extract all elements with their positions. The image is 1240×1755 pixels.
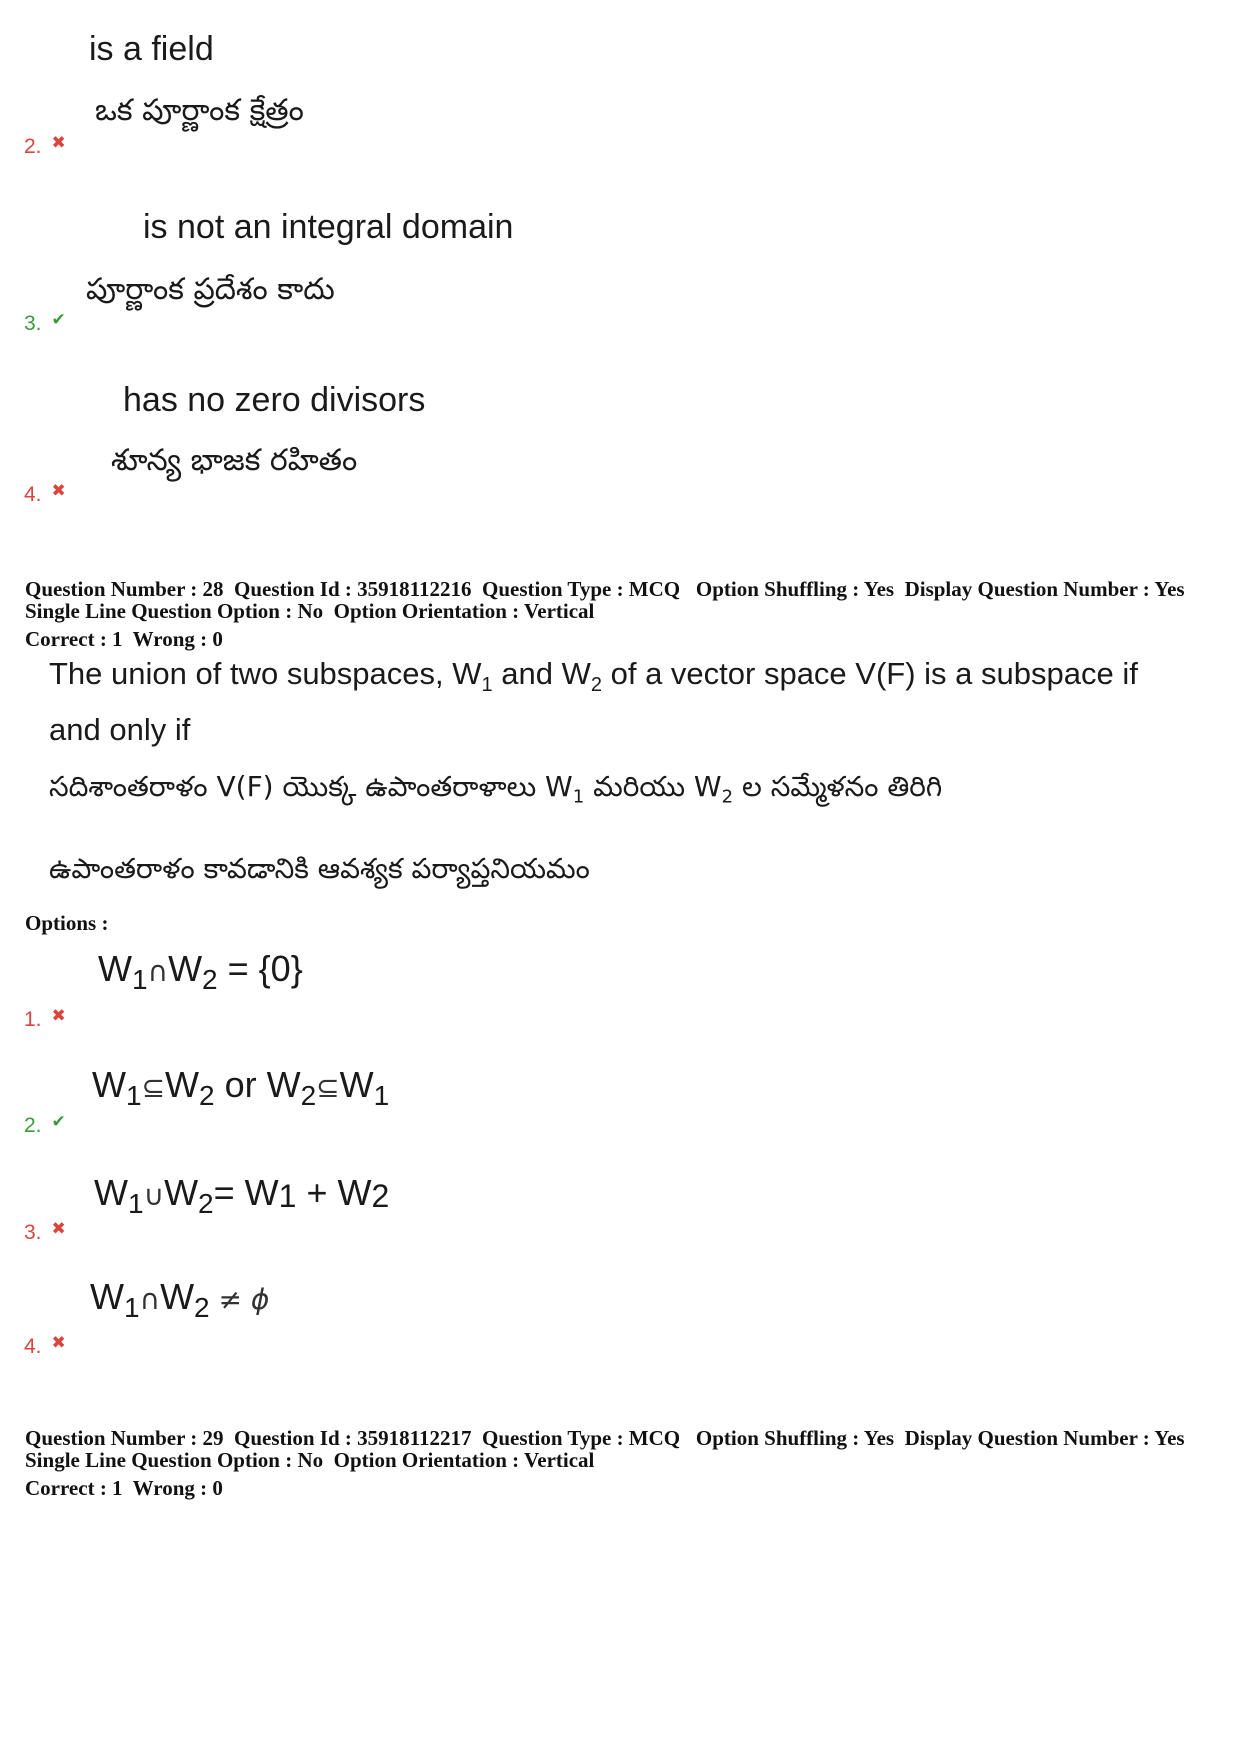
check-icon: ✔: [51, 310, 66, 330]
option-marker: [24, 1007, 66, 1032]
cross-icon: ✖: [51, 1333, 66, 1353]
option-marker: [24, 1220, 66, 1245]
option-number: 3.: [24, 312, 42, 335]
option-math: $W_1⊆W_2$ or $W_2⊆W_1$: [92, 1064, 390, 1111]
option-text-te: శూన్య భాజక రహితం: [111, 443, 358, 478]
option-marker: [24, 311, 66, 336]
option-number: 3.: [24, 1221, 42, 1244]
option-number: 4.: [24, 483, 42, 506]
option-number: 4.: [24, 1335, 42, 1358]
option-number: 2.: [24, 1114, 42, 1137]
options-label: Options :: [25, 911, 109, 935]
option-marker: [24, 134, 66, 159]
option-math: $W_1\cap W_2 \ne \phi$: [90, 1276, 270, 1323]
question-marks: Correct : 1 Wrong : 0: [25, 627, 223, 651]
option-math: $W_1\cup W_2= W_1 + W_2$: [94, 1172, 390, 1219]
question-meta-line1: Question Number : 28 Question Id : 35918112216 Question Type : MCQ Option Shuffling : Yes Display Question Number : Yes: [25, 577, 1185, 601]
option-text-en: is not an integral domain: [143, 208, 514, 246]
cross-icon: ✖: [51, 481, 66, 501]
question-meta-line1: Question Number : 29 Question Id : 35918112217 Question Type : MCQ Option Shuffling : Yes Display Question Number : Yes: [25, 1426, 1185, 1450]
cross-icon: ✖: [51, 1219, 66, 1239]
question-stem-en-line1: The union of two subspaces, $W_1$ and $W_2$ of a vector space V(F) is a subspace if: [49, 656, 1138, 697]
question-meta-line2: Single Line Question Option : No Option Orientation : Vertical: [25, 599, 595, 623]
cross-icon: ✖: [51, 1006, 66, 1026]
option-text-en: has no zero divisors: [123, 381, 426, 419]
question-marks: Correct : 1 Wrong : 0: [25, 1476, 223, 1500]
option-text-te: పూర్ణాంక ప్రదేశం కాదు: [86, 272, 335, 307]
option-marker: [24, 1334, 66, 1359]
check-icon: ✔: [51, 1112, 66, 1132]
option-marker: [24, 1113, 66, 1138]
option-text-en: is a field: [89, 30, 214, 68]
question-meta-line2: Single Line Question Option : No Option Orientation : Vertical: [25, 1448, 595, 1472]
option-number: 1.: [24, 1008, 42, 1031]
question-stem-te-line1: సదిశాంతరాళం V(F) యొక్క ఉపాంతరాళాలు $W_1$ మరియు $W_2$ ల సమ్మేళనం తిరిగి: [49, 770, 943, 808]
question-stem-te-line2: ఉపాంతరాళం కావడానికి ఆవశ్యక పర్యాప్తనియమం: [49, 852, 590, 885]
option-number: 2.: [24, 135, 42, 158]
option-marker: [24, 482, 66, 507]
option-math: $W_1\cap W_2 = \{0\}$: [98, 948, 303, 995]
cross-icon: ✖: [51, 133, 66, 153]
question-stem-en-line2: and only if: [49, 712, 191, 747]
option-text-te: ఒక పూర్ణాంక క్షేత్రం: [95, 93, 304, 128]
